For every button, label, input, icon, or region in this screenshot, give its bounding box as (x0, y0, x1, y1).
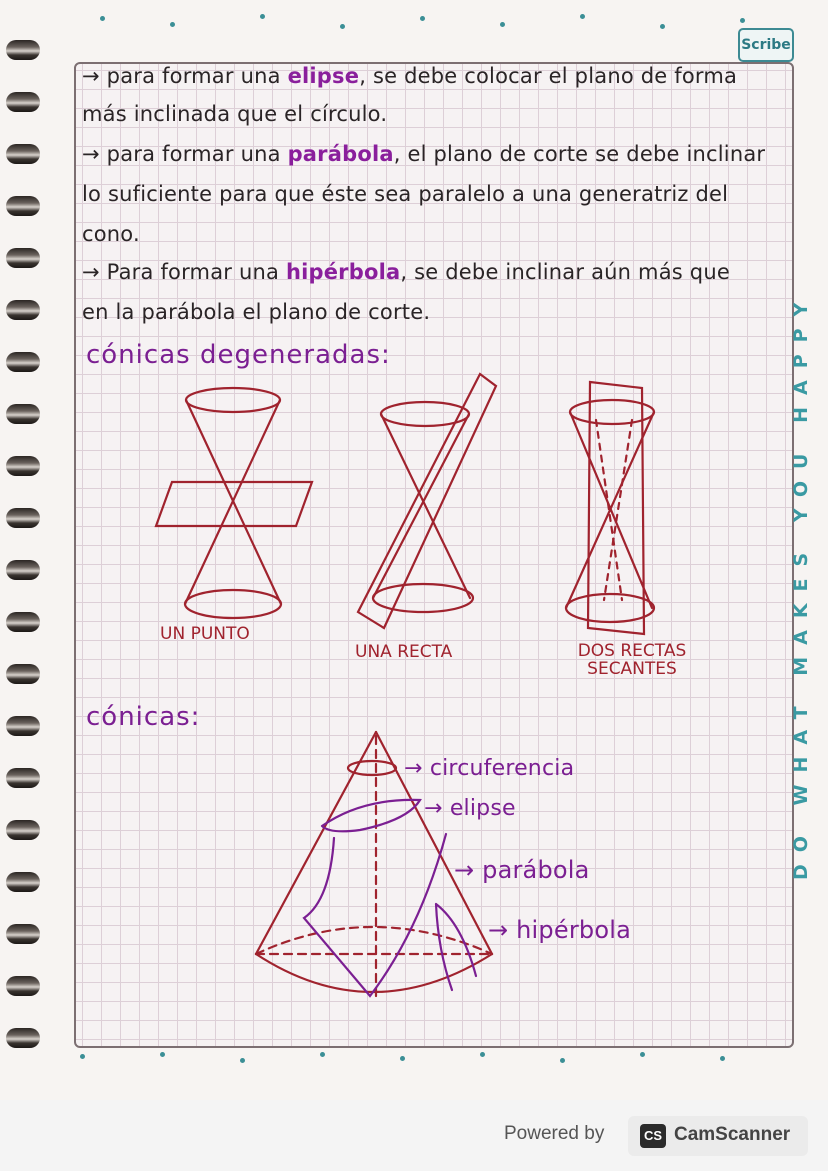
cone-sections (304, 800, 476, 996)
side-motto (790, 850, 812, 880)
note-text: , se debe colocar el plano de forma (359, 64, 738, 88)
caption-point: UN PUNTO (160, 624, 250, 644)
camscanner-logo-icon: CS (640, 1124, 666, 1148)
note-text: → Para formar una (82, 260, 286, 284)
camscanner-name: CamScanner (674, 1124, 791, 1145)
keyword-hiperbola: hipérbola (285, 260, 401, 284)
label-circuferencia: → circuferencia (404, 756, 575, 781)
powered-by-text: Powered by (504, 1123, 605, 1144)
note-line-7: en la parábola el plano de corte. (82, 300, 431, 324)
label-elipse: → elipse (424, 796, 516, 821)
note-text: , el plano de corte se debe inclinar (393, 142, 766, 166)
note-text: , se debe inclinar aún más que (400, 260, 730, 284)
conics-heading: cónicas: (86, 702, 201, 732)
keyword-elipse: elipse (287, 64, 360, 88)
decorative-dots-bottom (80, 1050, 800, 1070)
caption-line: UNA RECTA (355, 642, 453, 662)
degenerate-heading: cónicas degeneradas: (86, 340, 391, 370)
note-line-4: lo suficiente para que éste sea paralelo a una generatriz del (82, 182, 729, 206)
caption-secant-lines: DOS RECTAS SECANTES (577, 641, 687, 679)
label-hiperbola: → hipérbola (488, 916, 631, 944)
note-line-2: más inclinada que el círculo. (82, 102, 388, 126)
label-parabola: → parábola (454, 856, 590, 884)
scribe-logo: Scribe (738, 28, 794, 62)
note-text: → para formar una (82, 64, 288, 88)
keyword-parabola: parábola (287, 142, 394, 166)
note-text: → para formar una (82, 142, 288, 166)
note-line-5: cono. (82, 222, 140, 246)
